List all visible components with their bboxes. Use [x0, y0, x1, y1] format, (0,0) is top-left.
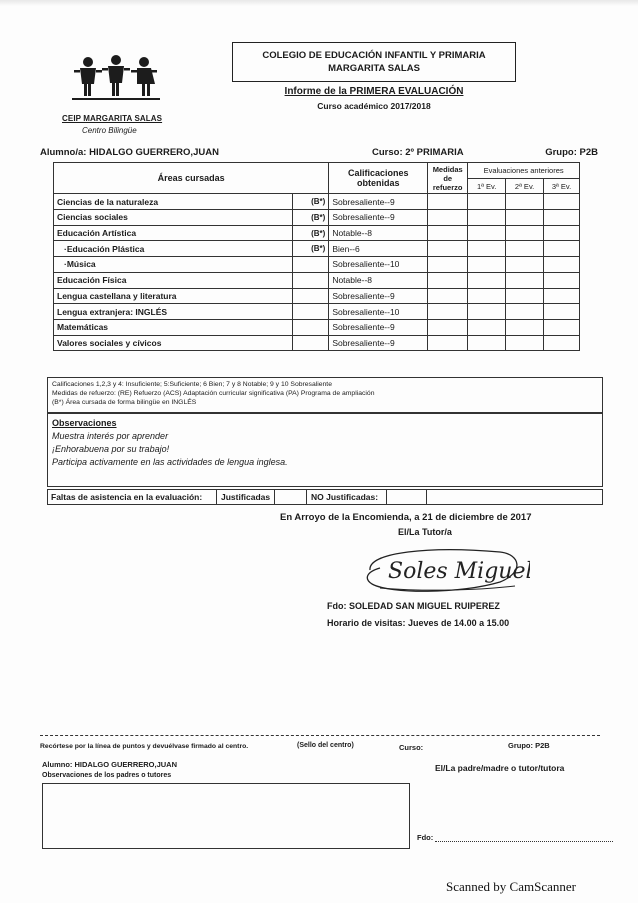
- group-info: [545, 147, 598, 158]
- ev3-cell: [544, 194, 580, 210]
- area-name: Educación Física: [54, 272, 293, 288]
- grade-value: Sobresaliente--9: [329, 319, 428, 335]
- observations-box: [47, 413, 603, 487]
- ev2-cell: [506, 335, 544, 351]
- observation-line: Participa activamente en las actividades de lengua inglesa.: [52, 457, 288, 467]
- academic-year: Curso académico 2017/2018: [317, 101, 431, 111]
- svg-text:Soles Miguel: Soles Miguel: [388, 559, 530, 584]
- slip-group: Grupo: P2B: [508, 741, 550, 750]
- grade-row: [54, 304, 580, 320]
- grade-value: Sobresaliente--9: [329, 210, 428, 226]
- legend-line1: Calificaciones 1,2,3 y 4: Insuficiente; 5:Suficiente; 6 Bien; 7 y 8 Notable; 9 y 10 Sobresaliente: [52, 381, 332, 388]
- ev1-cell: [468, 257, 506, 273]
- area-name: Valores sociales y cívicos: [54, 335, 293, 351]
- measures-cell: [428, 319, 468, 335]
- guardian-signature-line[interactable]: [417, 833, 613, 842]
- ev3-cell: [544, 210, 580, 226]
- ev1-cell: [468, 225, 506, 241]
- bilingual-mark: [293, 272, 329, 288]
- measures-cell: [428, 304, 468, 320]
- course-label: Curso:: [372, 147, 403, 158]
- area-name: Lengua castellana y literatura: [54, 288, 293, 304]
- ev3-cell: [544, 272, 580, 288]
- grade-row: [54, 257, 580, 273]
- scan-edge-shadow: [0, 0, 638, 6]
- area-name: Matemáticas: [54, 319, 293, 335]
- observation-line: ¡Enhorabuena por su trabajo!: [52, 444, 170, 454]
- measures-cell: [428, 241, 468, 257]
- grade-row: [54, 272, 580, 288]
- area-name: Lengua extranjera: INGLÉS: [54, 304, 293, 320]
- fdo-label: Fdo:: [417, 833, 434, 842]
- grade-row: [54, 241, 580, 257]
- school-seal-label: (Sello del centro): [297, 742, 354, 749]
- slip-student: Alumno: HIDALGO GUERRERO,JUAN: [42, 760, 177, 769]
- grading-legend: [47, 377, 603, 413]
- guardian-label: El/La padre/madre o tutor/tutora: [435, 763, 565, 773]
- observation-line: Muestra interés por aprender: [52, 431, 169, 441]
- grade-value: Bien--6: [329, 241, 428, 257]
- grades-table: [53, 162, 580, 351]
- ev2-cell: [506, 304, 544, 320]
- header-ev3: 3ª Ev.: [544, 178, 580, 194]
- grade-row: [54, 210, 580, 226]
- group-label: Grupo:: [545, 147, 577, 158]
- measures-cell: [428, 288, 468, 304]
- student-name: HIDALGO GUERRERO,JUAN: [89, 147, 219, 158]
- header-ev2: 2ª Ev.: [506, 178, 544, 194]
- cut-instruction: Recórtese por la línea de puntos y devuélvase firmado al centro.: [40, 743, 249, 750]
- slip-course-label: Curso:: [399, 743, 424, 752]
- ev2-cell: [506, 210, 544, 226]
- grade-value: Sobresaliente--9: [329, 194, 428, 210]
- grade-row: [54, 225, 580, 241]
- ev2-cell: [506, 194, 544, 210]
- measures-cell: [428, 257, 468, 273]
- header-grades: Calificaciones obtenidas: [329, 163, 428, 194]
- absences-row: [47, 489, 603, 505]
- handwritten-signature-icon: [350, 542, 530, 598]
- measures-cell: [428, 272, 468, 288]
- grade-row: [54, 319, 580, 335]
- ev2-cell: [506, 319, 544, 335]
- place-and-date: En Arroyo de la Encomienda, a 21 de diciembre de 2017: [280, 512, 532, 523]
- bilingual-mark: [293, 288, 329, 304]
- ev1-cell: [468, 194, 506, 210]
- report-title: Informe de la PRIMERA EVALUACIÓN: [284, 86, 464, 97]
- signer-name: Fdo: SOLEDAD SAN MIGUEL RUIPEREZ: [327, 601, 500, 611]
- area-name: Ciencias de la naturaleza: [54, 194, 293, 210]
- school-header-box: [232, 42, 516, 82]
- ev1-cell: [468, 210, 506, 226]
- observations-title: Observaciones: [52, 418, 117, 428]
- area-name: Educación Artística: [54, 225, 293, 241]
- school-logo: [48, 48, 188, 148]
- measures-cell: [428, 225, 468, 241]
- logo-school-name: CEIP MARGARITA SALAS: [62, 114, 163, 123]
- ev1-cell: [468, 304, 506, 320]
- ev1-cell: [468, 241, 506, 257]
- ev1-cell: [468, 272, 506, 288]
- parents-observations-box[interactable]: [42, 783, 410, 849]
- grades-body: [54, 194, 580, 351]
- bilingual-mark: [293, 319, 329, 335]
- course-info: [372, 147, 464, 158]
- scanner-watermark: Scanned by CamScanner: [446, 879, 576, 894]
- ev3-cell: [544, 304, 580, 320]
- header-ev1: 1ª Ev.: [468, 178, 506, 194]
- school-title-line1: COLEGIO DE EDUCACIÓN INFANTIL Y PRIMARIA: [262, 50, 486, 61]
- tutor-signature: [350, 542, 530, 598]
- grade-value: Sobresaliente--10: [329, 257, 428, 273]
- visiting-hours: Horario de visitas: Jueves de 14.00 a 15.00: [327, 618, 510, 628]
- ev3-cell: [544, 257, 580, 273]
- group-value: P2B: [579, 147, 598, 158]
- school-title-line2: MARGARITA SALAS: [328, 63, 420, 74]
- ev2-cell: [506, 257, 544, 273]
- parents-observations-label: Observaciones de los padres o tutores: [42, 772, 172, 779]
- ev3-cell: [544, 319, 580, 335]
- header-areas: Áreas cursadas: [54, 163, 329, 194]
- ev2-cell: [506, 272, 544, 288]
- ev1-cell: [468, 319, 506, 335]
- student-info-line: [40, 147, 598, 161]
- grade-value: Sobresaliente--10: [329, 304, 428, 320]
- header-previous: Evaluaciones anteriores: [468, 163, 580, 179]
- course-value: 2º PRIMARIA: [405, 147, 464, 158]
- grade-value: Sobresaliente--9: [329, 335, 428, 351]
- ev2-cell: [506, 225, 544, 241]
- justified-label: Justificadas: [221, 492, 271, 502]
- grade-value: Notable--8: [329, 225, 428, 241]
- children-logo-icon: [58, 48, 174, 108]
- bilingual-mark: (B*): [293, 210, 329, 226]
- bilingual-mark: [293, 257, 329, 273]
- student-label: Alumno/a:: [40, 147, 87, 158]
- absences-label: Faltas de asistencia en la evaluación:: [51, 492, 203, 502]
- legend-line3: (B*) Área cursada de forma bilingüe en INGLÉS: [52, 399, 197, 406]
- ev3-cell: [544, 241, 580, 257]
- area-name: ·Música: [54, 257, 293, 273]
- grade-value: Notable--8: [329, 272, 428, 288]
- ev3-cell: [544, 288, 580, 304]
- ev3-cell: [544, 335, 580, 351]
- measures-cell: [428, 335, 468, 351]
- grade-row: [54, 288, 580, 304]
- unjustified-label: NO Justificadas:: [311, 492, 379, 502]
- ev1-cell: [468, 335, 506, 351]
- header-measures: Medidas de refuerzo: [428, 163, 468, 194]
- logo-subtitle: Centro Bilingüe: [82, 126, 137, 135]
- area-name: ·Educación Plástica: [54, 241, 293, 257]
- bilingual-mark: (B*): [293, 225, 329, 241]
- bilingual-mark: (B*): [293, 241, 329, 257]
- bilingual-mark: [293, 335, 329, 351]
- area-name: Ciencias sociales: [54, 210, 293, 226]
- ev3-cell: [544, 225, 580, 241]
- measures-cell: [428, 210, 468, 226]
- bilingual-mark: (B*): [293, 194, 329, 210]
- grade-row: [54, 194, 580, 210]
- ev1-cell: [468, 288, 506, 304]
- ev2-cell: [506, 288, 544, 304]
- bilingual-mark: [293, 304, 329, 320]
- cut-line: [40, 735, 600, 736]
- grade-value: Sobresaliente--9: [329, 288, 428, 304]
- legend-line2: Medidas de refuerzo: (RE) Refuerzo (ACS) Adaptación curricular significativa (PA) Programa de ampliación: [52, 390, 375, 397]
- measures-cell: [428, 194, 468, 210]
- grade-row: [54, 335, 580, 351]
- tutor-label: El/La Tutor/a: [398, 527, 452, 537]
- ev2-cell: [506, 241, 544, 257]
